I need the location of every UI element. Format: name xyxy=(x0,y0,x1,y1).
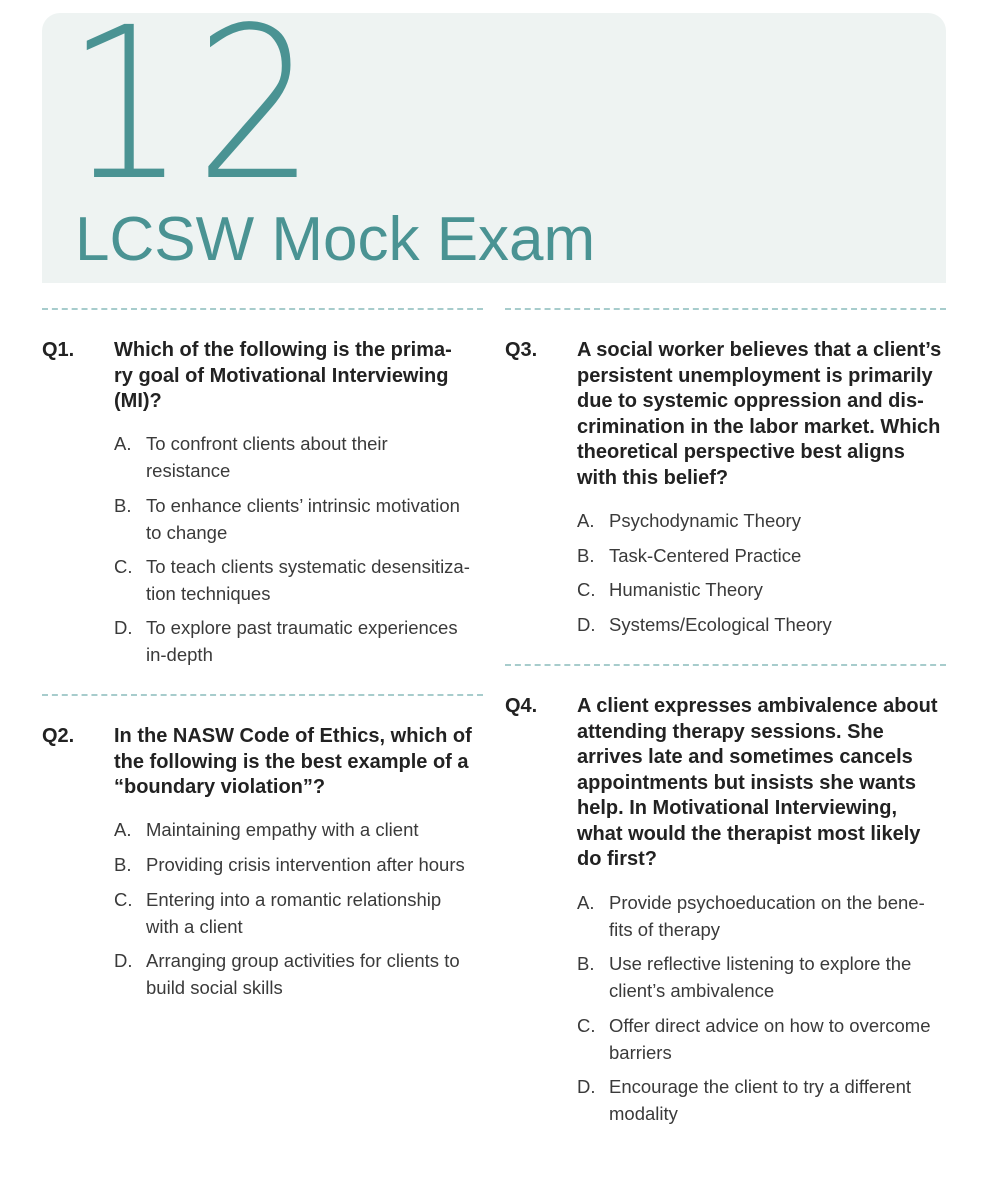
question-number: Q1. xyxy=(42,339,75,361)
question-4: Q4. A client expresses ambivalence about attending therapy sessions. She arrives late and sometimes cancels appointments but insists she wants help. In Motivational Interviewing, what would the therapist most likely do first? A. Provide psychoeducation on the bene- fits of therapy B. Use reflective listening to explore the client’s ambivalence C. Offer direct advice on how to overcome barriers D. Encourage the client to try a different modality xyxy=(505,695,938,1124)
divider-right-mid xyxy=(505,664,946,666)
question-1: Q1. Which of the following is the prima- ry goal of Motivational Interviewing (MI)? A. To confront clients about their resistance B. To enhance clients’ intrinsic motivation to change C. To teach clients systematic desensitiza- tion techniques D. To explore past traumatic experiences in-depth xyxy=(42,339,470,665)
divider-left-top xyxy=(42,308,483,310)
divider-left-mid xyxy=(42,694,483,696)
question-2: Q2. In the NASW Code of Ethics, which of the following is the best example of a “boundary violation”? A. Maintaining empathy with a client B. Providing crisis intervention after hours C. Entering into a romantic relationship with a client D. Arranging group activities for clients to build social skills xyxy=(42,725,472,998)
question-number: Q3. xyxy=(505,339,538,361)
question-3: Q3. A social worker believes that a client’s persistent unemployment is primarily due to systemic oppression and dis- crimination in the labor market. Which theoretical perspective best aligns with this belief? A. Psychodynamic Theory B. Task-Centered Practice C. Humanistic Theory D. Systems/Ecological Theory xyxy=(505,339,942,635)
question-text: A social worker believes that a client’s persistent unemployment is primarily due to systemic oppression and dis- crimination in the labor market. Which theoretical perspective best aligns with this belief? xyxy=(577,339,942,489)
question-text: A client expresses ambivalence about attending therapy sessions. She arrives late and sometimes cancels appointments but insists she wants help. In Motivational Interviewing, what would the therapist most likely do first? xyxy=(577,695,938,870)
divider-right-top xyxy=(505,308,946,310)
chapter-number: 12 xyxy=(66,0,325,227)
question-number: Q2. xyxy=(42,725,75,747)
question-text: Which of the following is the prima- ry goal of Motivational Interviewing (MI)? xyxy=(114,339,452,412)
chapter-title: LCSW Mock Exam xyxy=(75,205,596,274)
question-number: Q4. xyxy=(505,695,538,717)
question-text: In the NASW Code of Ethics, which of the following is the best example of a “boundary violation”? xyxy=(114,725,472,798)
